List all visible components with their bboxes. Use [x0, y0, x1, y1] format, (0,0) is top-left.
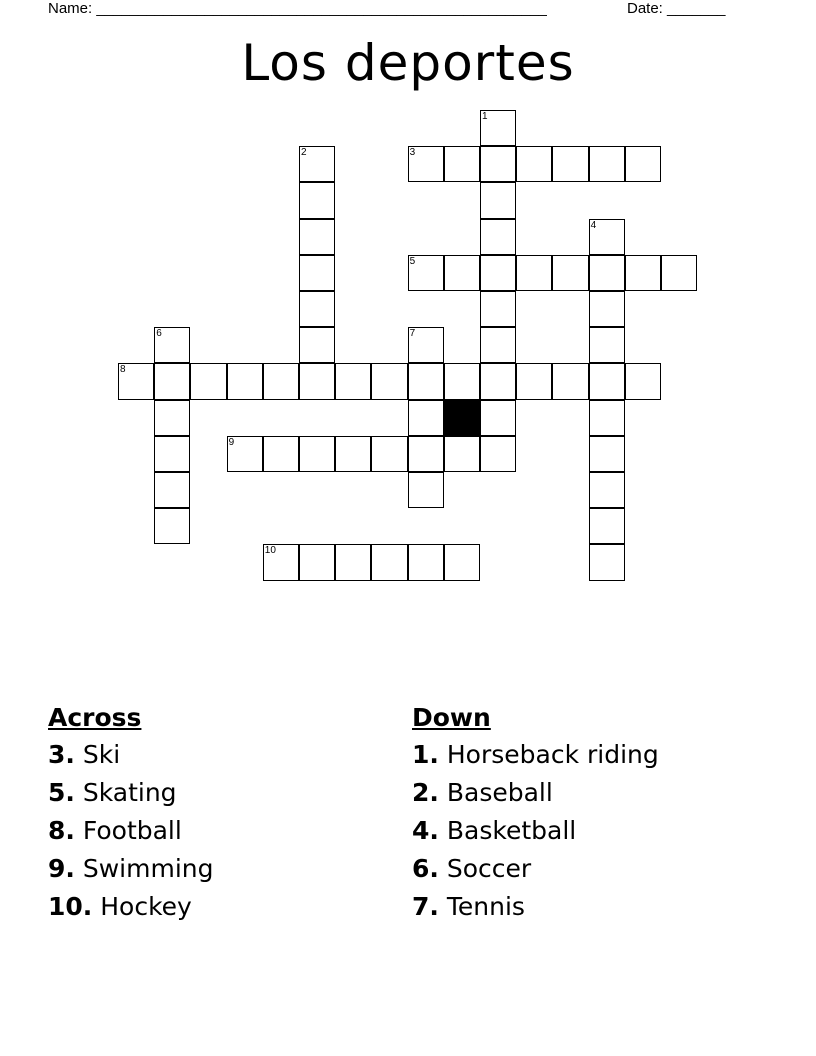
grid-cell[interactable] — [516, 146, 552, 182]
grid-cell[interactable] — [480, 327, 516, 363]
clue-number: 4. — [412, 816, 439, 845]
clue-number: 8. — [48, 816, 75, 845]
across-clue — [48, 736, 214, 774]
grid-cell[interactable] — [552, 363, 588, 399]
grid-cell[interactable] — [552, 255, 588, 291]
clue-number: 9. — [48, 854, 75, 883]
cell-number: 5 — [409, 255, 416, 267]
grid-cell[interactable] — [335, 363, 371, 399]
grid-cell[interactable] — [263, 436, 299, 472]
grid-cell[interactable] — [589, 255, 625, 291]
grid-cell[interactable] — [299, 219, 335, 255]
grid-cell[interactable] — [408, 327, 444, 363]
clue-text: Basketball — [446, 816, 577, 845]
grid-cell[interactable] — [661, 255, 697, 291]
date-field-line: Date: _______ — [627, 0, 726, 17]
cell-number: 3 — [409, 147, 416, 159]
clue-number: 1. — [412, 740, 439, 769]
cell-number: 7 — [409, 328, 416, 340]
grid-cell[interactable] — [589, 400, 625, 436]
clue-text: Skating — [82, 778, 177, 807]
clue-text: Hockey — [100, 892, 192, 921]
down-clue — [412, 774, 659, 812]
across-clues — [48, 700, 214, 926]
cell-number: 8 — [120, 364, 126, 376]
clue-text: Football — [82, 816, 182, 845]
grid-cell[interactable] — [299, 327, 335, 363]
cell-number: 1 — [482, 111, 488, 122]
grid-cell[interactable] — [408, 436, 444, 472]
clue-number: 6. — [412, 854, 439, 883]
grid-cell[interactable] — [154, 363, 190, 399]
down-heading: Down — [412, 703, 491, 732]
grid-cell[interactable] — [625, 255, 661, 291]
grid-cell[interactable] — [625, 146, 661, 182]
grid-cell[interactable] — [371, 363, 407, 399]
grid-cell[interactable] — [154, 436, 190, 472]
down-clues — [412, 700, 659, 926]
cell-number: 10 — [264, 545, 276, 557]
grid-cell[interactable] — [480, 110, 516, 146]
name-field-line: Name: ______________________________________________________ — [48, 0, 547, 17]
grid-cell[interactable] — [444, 363, 480, 399]
grid-cell[interactable] — [480, 291, 516, 327]
grid-cell[interactable] — [299, 291, 335, 327]
grid-cell[interactable] — [299, 255, 335, 291]
clue-number: 3. — [48, 740, 75, 769]
grid-cell[interactable] — [154, 508, 190, 544]
grid-cell[interactable] — [480, 182, 516, 218]
grid-cell[interactable] — [299, 436, 335, 472]
grid-cell[interactable] — [480, 363, 516, 399]
grid-cell[interactable] — [154, 327, 190, 363]
grid-cell[interactable] — [154, 472, 190, 508]
grid-cell[interactable] — [335, 544, 371, 580]
down-clue — [412, 888, 659, 926]
grid-cell[interactable] — [371, 544, 407, 580]
grid-cell[interactable] — [480, 255, 516, 291]
grid-cell[interactable] — [335, 436, 371, 472]
grid-cell[interactable] — [299, 182, 335, 218]
grid-cell[interactable] — [263, 363, 299, 399]
across-clue — [48, 888, 214, 926]
grid-cell[interactable] — [408, 255, 444, 291]
clue-number: 7. — [412, 892, 439, 921]
grid-cell[interactable] — [299, 544, 335, 580]
grid-cell[interactable] — [589, 544, 625, 580]
grid-cell[interactable] — [480, 219, 516, 255]
grid-cell[interactable] — [408, 544, 444, 580]
clue-text: Swimming — [82, 854, 214, 883]
grid-cell[interactable] — [263, 544, 299, 580]
grid-cell[interactable] — [444, 436, 480, 472]
grid-cell[interactable] — [480, 400, 516, 436]
grid-cell[interactable] — [227, 436, 263, 472]
grid-cell[interactable] — [589, 436, 625, 472]
clue-number: 2. — [412, 778, 439, 807]
across-clue — [48, 812, 214, 850]
grid-cell[interactable] — [371, 436, 407, 472]
grid-cell[interactable] — [227, 363, 263, 399]
grid-cell[interactable] — [118, 363, 154, 399]
grid-cell[interactable] — [589, 219, 625, 255]
cell-number: 9 — [228, 436, 235, 448]
clue-text: Soccer — [446, 854, 532, 883]
grid-cell[interactable] — [552, 146, 588, 182]
grid-cell[interactable] — [589, 146, 625, 182]
cell-number: 6 — [156, 328, 162, 340]
grid-cell[interactable] — [408, 472, 444, 508]
clue-text: Ski — [82, 740, 121, 769]
grid-cell[interactable] — [516, 255, 552, 291]
grid-cell[interactable] — [589, 363, 625, 399]
clue-text: Baseball — [446, 778, 553, 807]
clue-number: 5. — [48, 778, 75, 807]
down-clue — [412, 812, 659, 850]
grid-cell[interactable] — [444, 146, 480, 182]
across-heading: Across — [48, 703, 142, 732]
grid-cell[interactable] — [408, 363, 444, 399]
grid-cell[interactable] — [480, 146, 516, 182]
grid-cell[interactable] — [408, 400, 444, 436]
blocked-cell — [444, 400, 480, 436]
grid-cell[interactable] — [299, 363, 335, 399]
clue-text: Tennis — [446, 892, 525, 921]
grid-cell[interactable] — [480, 436, 516, 472]
grid-cell[interactable] — [625, 363, 661, 399]
across-clue — [48, 774, 214, 812]
grid-cell[interactable] — [444, 544, 480, 580]
cell-number: 4 — [590, 219, 597, 231]
clue-text: Horseback riding — [446, 740, 659, 769]
grid-cell[interactable] — [589, 508, 625, 544]
grid-cell[interactable] — [299, 146, 335, 182]
grid-cell[interactable] — [589, 472, 625, 508]
page-title: Los deportes — [241, 34, 575, 92]
grid-cell[interactable] — [589, 291, 625, 327]
cell-number: 2 — [301, 147, 307, 159]
grid-cell[interactable] — [589, 327, 625, 363]
grid-cell[interactable] — [444, 255, 480, 291]
down-clue — [412, 850, 659, 888]
clue-number: 10. — [48, 892, 93, 921]
across-clue — [48, 850, 214, 888]
grid-cell[interactable] — [190, 363, 226, 399]
grid-cell[interactable] — [154, 400, 190, 436]
down-clue — [412, 736, 659, 774]
grid-cell[interactable] — [516, 363, 552, 399]
grid-cell[interactable] — [408, 146, 444, 182]
